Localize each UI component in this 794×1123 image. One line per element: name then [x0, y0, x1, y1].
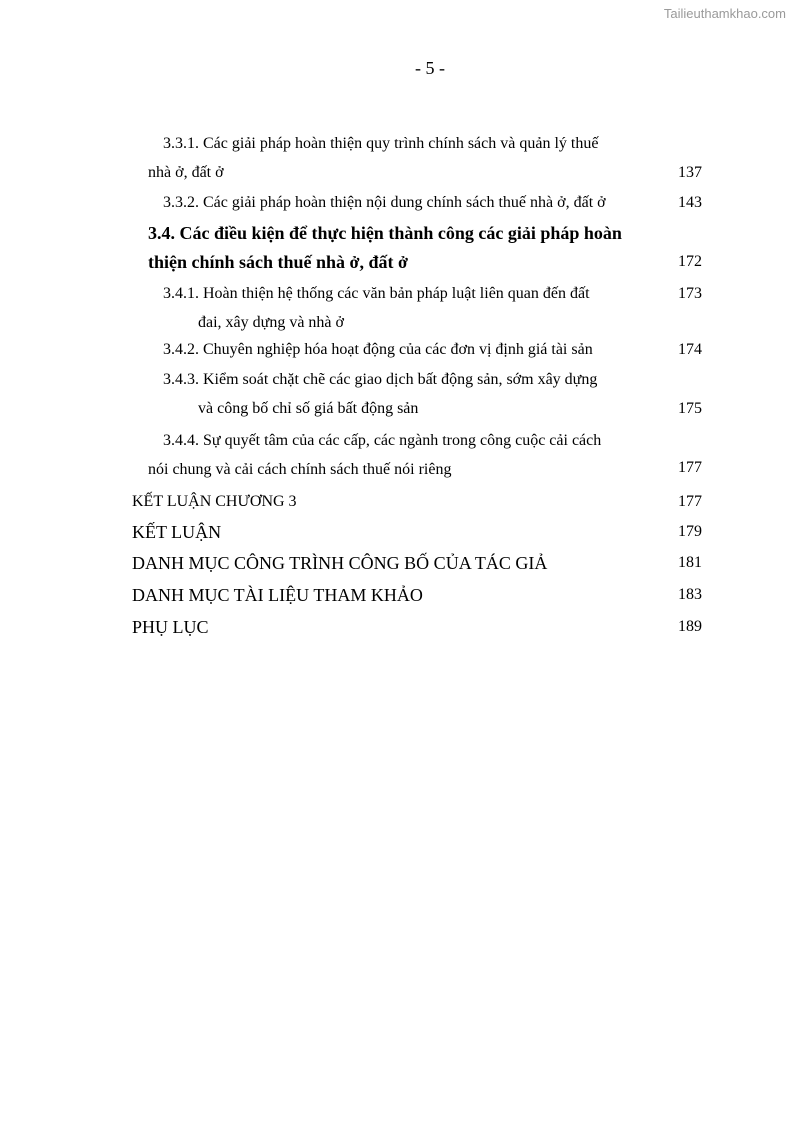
toc-entry-text: 3.3.2. Các giải pháp hoàn thiện nội dung chính sách thuế nhà ở, đất ở	[163, 194, 606, 211]
toc-page-number: 177	[678, 459, 702, 476]
toc-entry-text: 3.4.2. Chuyên nghiệp hóa hoạt động của các đơn vị định giá tài sản	[163, 341, 593, 358]
toc-entry-text: 3.3.1. Các giải pháp hoàn thiện quy trình chính sách và quản lý thuế	[163, 135, 599, 152]
toc-page-number: 172	[678, 253, 702, 270]
toc-entry-text: nói chung và cải cách chính sách thuế nói riêng	[148, 461, 452, 478]
toc-entry-text: KẾT LUẬN	[132, 522, 222, 542]
toc-page-number: 173	[678, 285, 702, 302]
toc-entry-text: KẾT LUẬN CHƯƠNG 3	[132, 493, 297, 510]
watermark: Tailieuthamkhao.com	[663, 6, 786, 21]
toc-entry-text: 3.4.3. Kiểm soát chặt chẽ các giao dịch bất động sản, sớm xây dựng	[163, 371, 598, 388]
toc-entry-text: 3.4.1. Hoàn thiện hệ thống các văn bản pháp luật liên quan đến đất	[163, 285, 590, 302]
toc-page-number: 177	[678, 493, 702, 510]
toc-page-number: 137	[678, 164, 702, 181]
toc-page-number: 179	[678, 523, 702, 540]
toc-page-number: 143	[678, 194, 702, 211]
toc-entry-text: PHỤ LỤC	[132, 617, 209, 637]
toc-entry-text: DANH MỤC TÀI LIỆU THAM KHẢO	[132, 585, 423, 605]
toc-entry-text: thiện chính sách thuế nhà ở, đất ở	[148, 252, 408, 272]
toc-entry-text: đai, xây dựng và nhà ở	[198, 314, 344, 331]
toc-entry-text: 3.4.4. Sự quyết tâm của các cấp, các ngành trong công cuộc cải cách	[163, 432, 602, 449]
toc-entry-text: 3.4. Các điều kiện để thực hiện thành công các giải pháp hoàn	[148, 223, 622, 243]
toc-page-number: 174	[678, 341, 702, 358]
toc-entry-text: DANH MỤC CÔNG TRÌNH CÔNG BỐ CỦA TÁC GIẢ	[132, 553, 548, 573]
toc-entry-text: và công bố chỉ số giá bất động sản	[198, 400, 419, 417]
toc-entry-text: nhà ở, đất ở	[148, 164, 224, 181]
toc-page-number: 183	[678, 586, 702, 603]
toc-page-number: 175	[678, 400, 702, 417]
toc-page-number: 181	[678, 554, 702, 571]
page-number: - 5 -	[415, 58, 445, 78]
toc-page-number: 189	[678, 618, 702, 635]
